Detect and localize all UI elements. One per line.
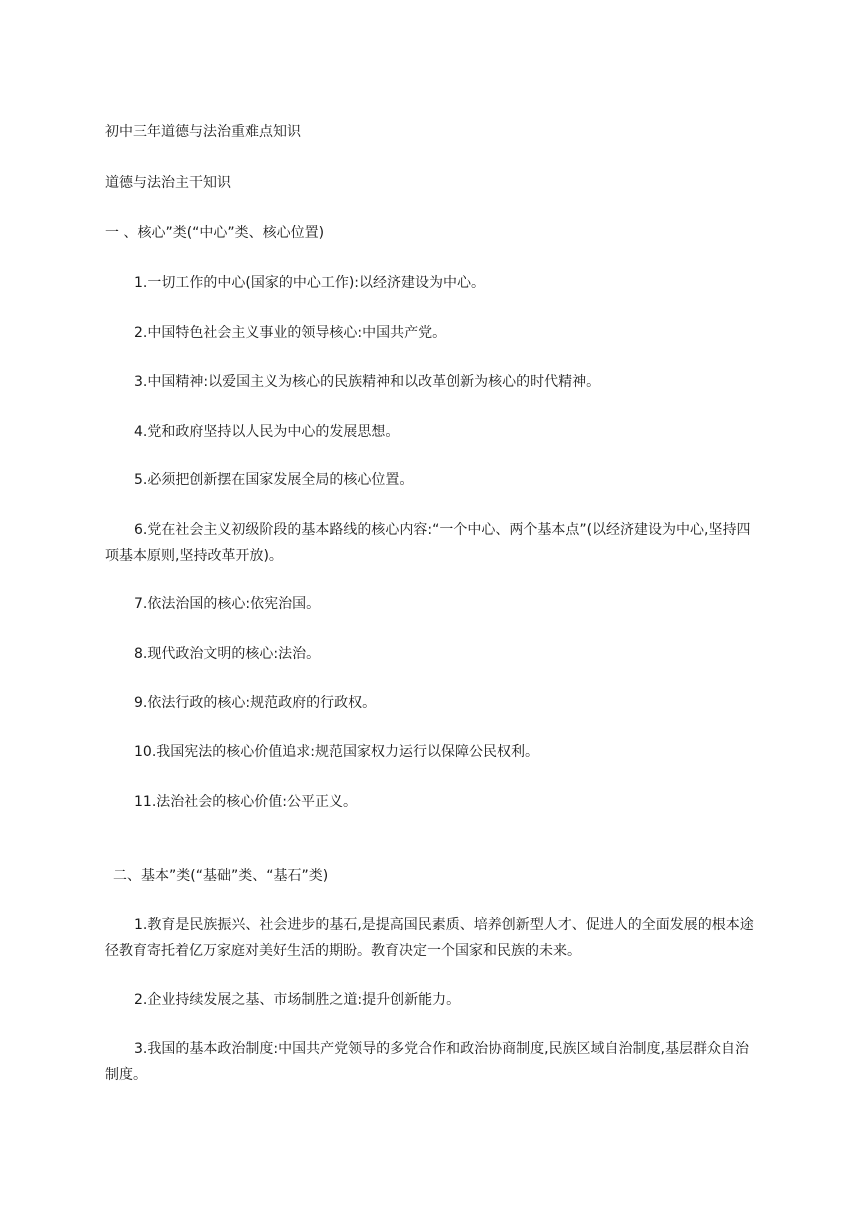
section1-item-4: 4.党和政府坚持以人民为中心的发展思想。 — [134, 424, 400, 440]
section1-item-3: 3.中国精神:以爱国主义为核心的民族精神和以改革创新为核心的时代精神。 — [134, 374, 601, 390]
section2-item-1: 1.教育是民族振兴、社会进步的基石,是提高国民素质、培养创新型人才、促进人的全面发展的根本途径教育寄托着亿万家庭对美好生活的期盼。教育决定一个国家和民族的未来。 — [105, 917, 754, 959]
section-heading-core: 一 、核心”类(“中心”类、核心位置) — [105, 225, 325, 241]
section2-item-3: 3.我国的基本政治制度:中国共产党领导的多党合作和政治协商制度,民族区域自治制度,基层群众自治制度。 — [105, 1041, 749, 1083]
section1-item-6: 6.党在社会主义初级阶段的基本路线的核心内容:“一个中心、两个基本点”(以经济建设为中心,坚持四项基本原则,坚持改革开放)。 — [105, 522, 751, 564]
section2-item-2: 2.企业持续发展之基、市场制胜之道:提升创新能力。 — [134, 992, 461, 1008]
section1-item-11: 11.法治社会的核心价值:公平正义。 — [134, 794, 357, 810]
section1-item-5: 5.必须把创新摆在国家发展全局的核心位置。 — [134, 472, 414, 488]
section-heading-basic: 二、基本”类(“基础”类、“基石”类) — [113, 868, 329, 884]
section1-item-8: 8.现代政治文明的核心:法治。 — [134, 646, 321, 662]
document-subtitle: 道德与法治主干知识 — [105, 175, 231, 191]
document-title: 初中三年道德与法治重难点知识 — [105, 124, 301, 140]
section1-item-1: 1.一切工作的中心(国家的中心工作):以经济建设为中心。 — [134, 275, 485, 291]
section1-item-7: 7.依法治国的核心:依宪治国。 — [134, 596, 321, 612]
section1-item-10: 10.我国宪法的核心价值追求:规范国家权力运行以保障公民权利。 — [134, 744, 539, 760]
section1-item-2: 2.中国特色社会主义事业的领导核心:中国共产党。 — [134, 325, 447, 341]
section1-item-9: 9.依法行政的核心:规范政府的行政权。 — [134, 695, 377, 711]
